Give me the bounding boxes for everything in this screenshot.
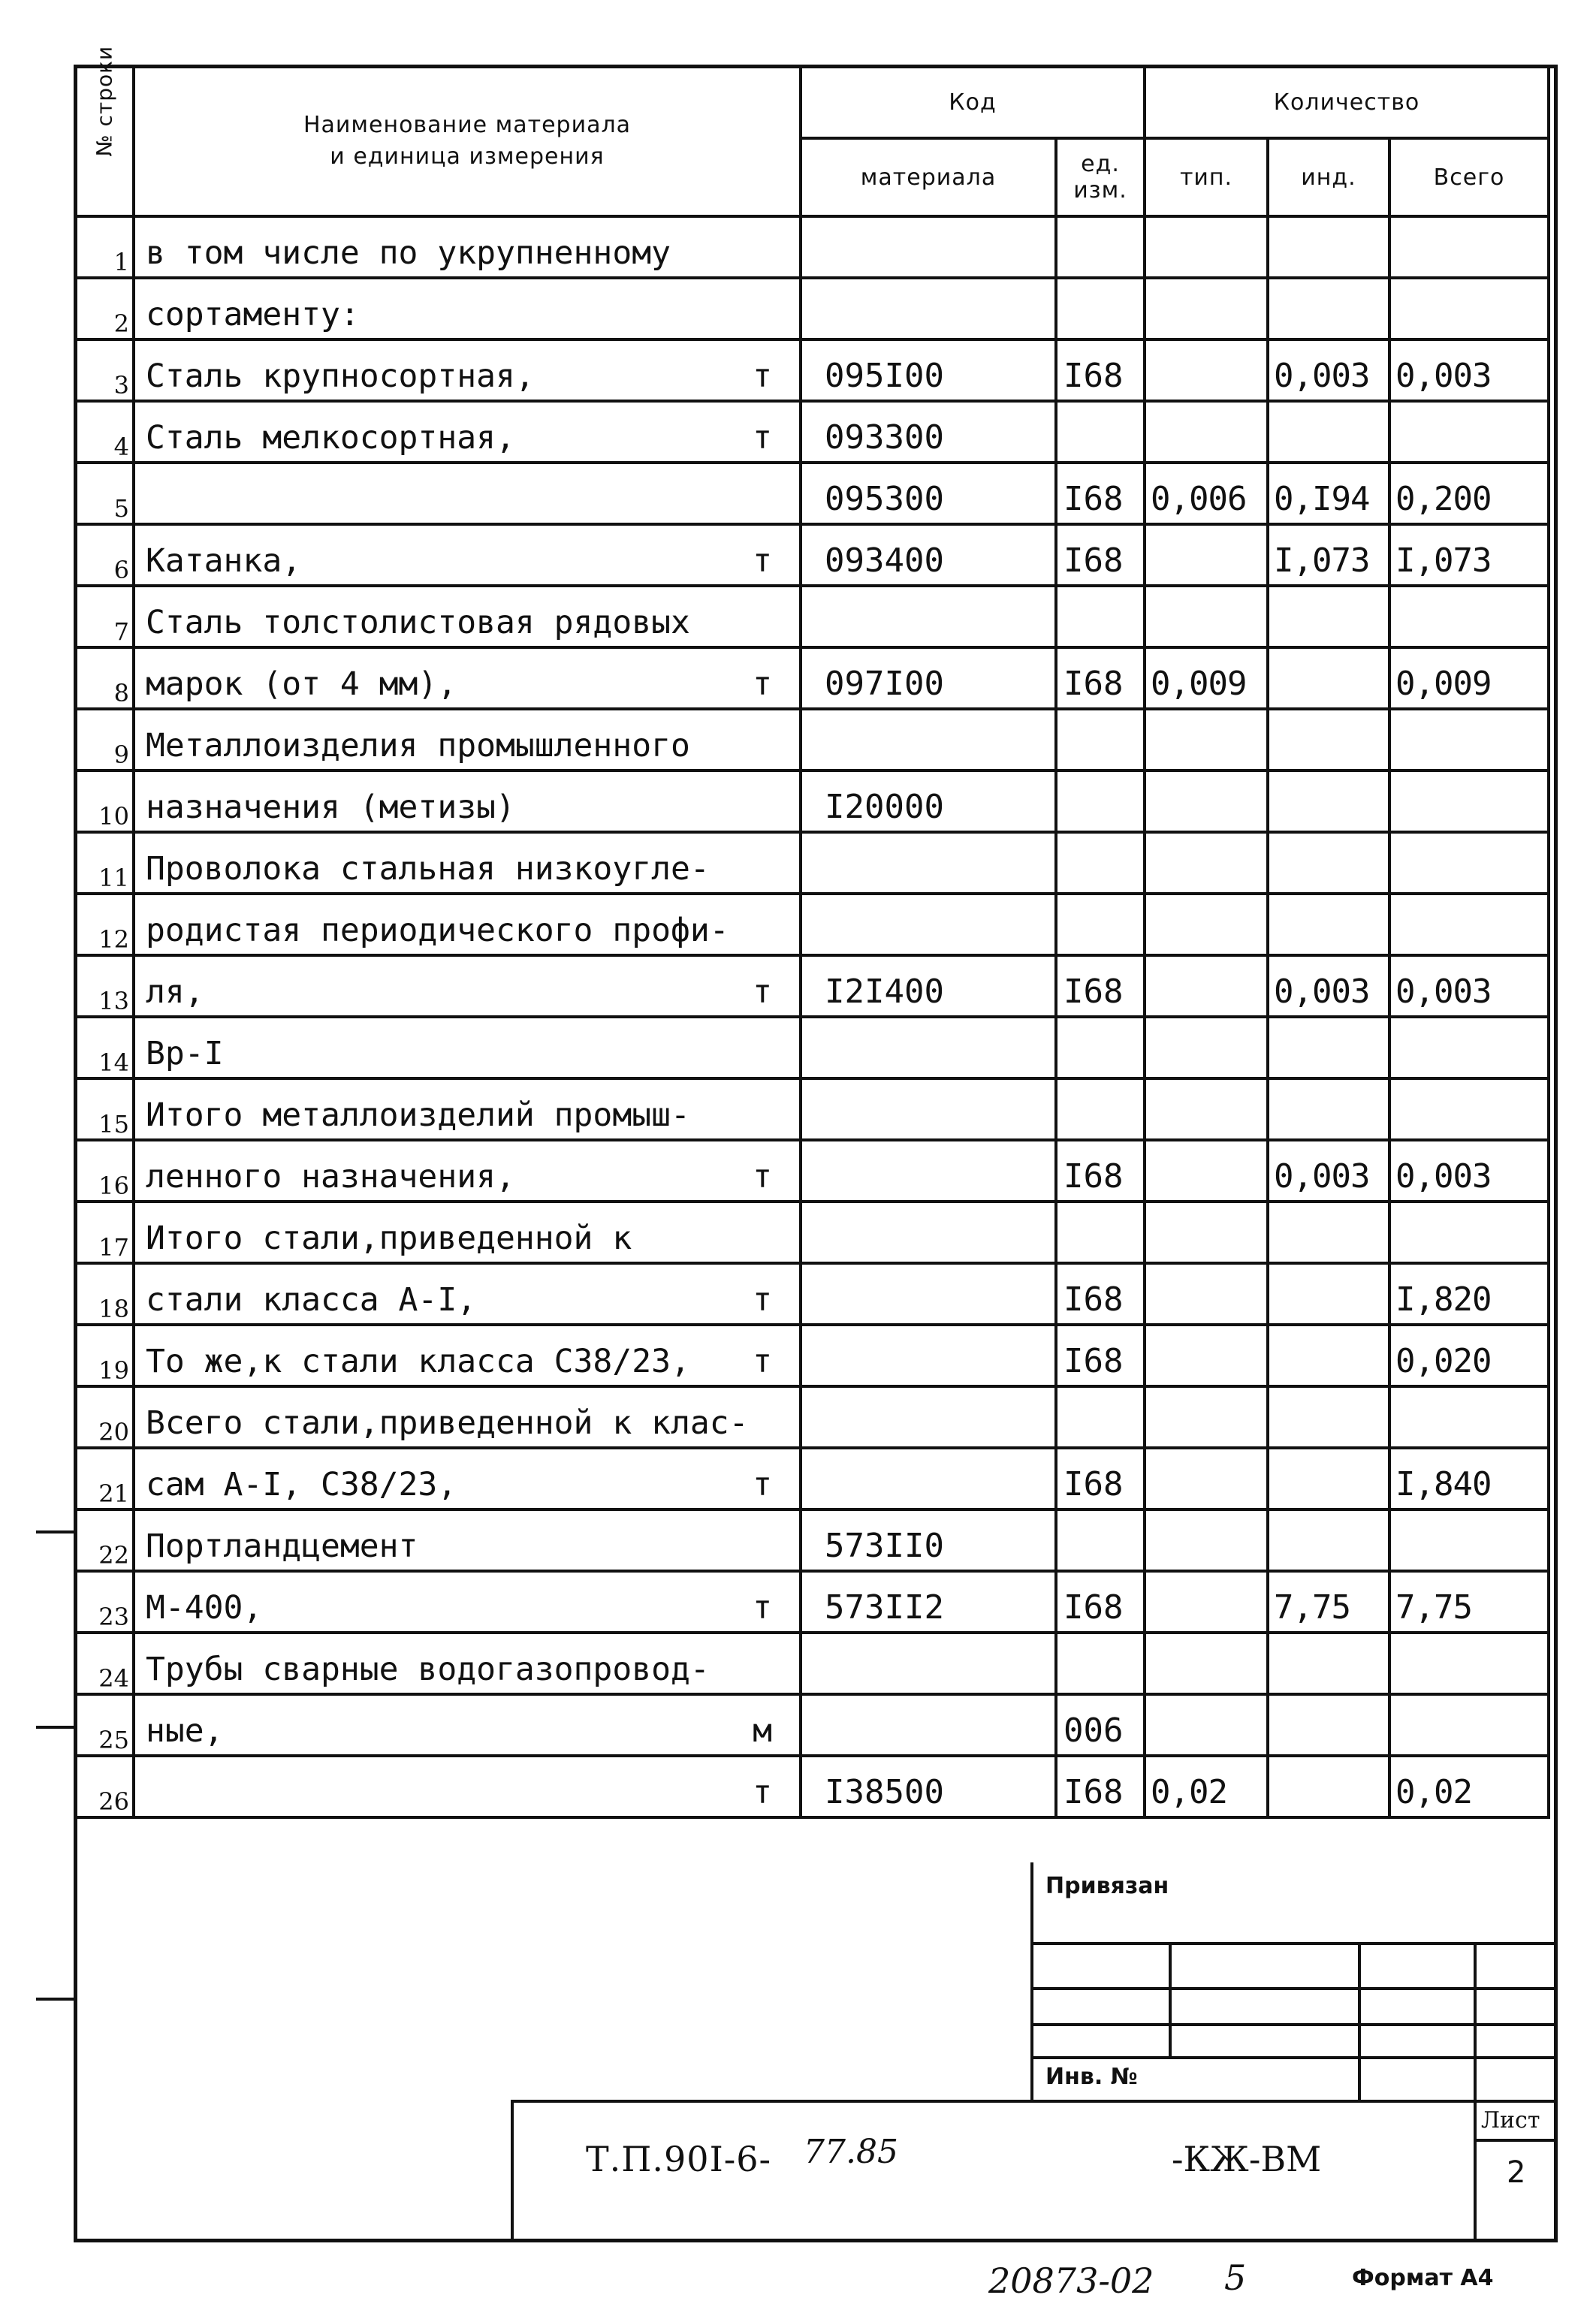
material-name (134, 1017, 801, 1078)
row-number: 2 (75, 278, 134, 339)
material-name-text: Металлоизделия промышленного (146, 727, 690, 764)
material-name-text: Вр-I (146, 1035, 224, 1072)
quantity-ind (1268, 1509, 1389, 1571)
typ-header: тип. (1145, 138, 1268, 216)
quantity-typ (1145, 1202, 1268, 1263)
unit-code: I68 (1056, 1448, 1145, 1509)
materials-table (74, 45, 1550, 1819)
unit-code (1056, 709, 1145, 771)
material-name (134, 1448, 801, 1509)
table-row (75, 1571, 1549, 1633)
material-name-text: М-400, (146, 1589, 263, 1627)
material-name-text: сам А-I, С38/23, (146, 1466, 457, 1503)
material-name (134, 278, 801, 339)
material-name-text: назначения (метизы) (146, 789, 515, 826)
material-unit: т (753, 1774, 772, 1811)
archive-number: 20873-02 (988, 2260, 1154, 2301)
material-name-text: Сталь крупносортная, (146, 357, 535, 395)
row-number: 14 (75, 1017, 134, 1078)
material-name-text: в том числе по укрупненному (146, 234, 671, 272)
row-number: 10 (75, 771, 134, 832)
material-name-text: Проволока стальная низкоугле- (146, 850, 710, 888)
unit-code: I68 (1056, 1325, 1145, 1386)
quantity-total: 0,003 (1389, 955, 1549, 1017)
margin-tick (36, 1530, 77, 1533)
sheet-label: Лист (1481, 2107, 1540, 2134)
table-row (75, 894, 1549, 955)
table-row (75, 955, 1549, 1017)
quantity-typ (1145, 894, 1268, 955)
material-name (134, 1509, 801, 1571)
material-name (134, 1140, 801, 1202)
material-name-text: Сталь мелкосортная, (146, 419, 515, 457)
material-code (801, 586, 1056, 647)
row-number: 12 (75, 894, 134, 955)
material-name (134, 339, 801, 401)
material-unit: т (753, 419, 772, 457)
row-number: 26 (75, 1756, 134, 1817)
row-number: 18 (75, 1263, 134, 1325)
quantity-ind: 0,003 (1268, 1140, 1389, 1202)
material-name (134, 894, 801, 955)
material-name-text: ленного назначения, (146, 1158, 515, 1196)
table-row (75, 1633, 1549, 1694)
table-row (75, 709, 1549, 771)
quantity-header: Количество (1145, 66, 1549, 138)
row-number: 17 (75, 1202, 134, 1263)
table-row (75, 216, 1549, 278)
quantity-total (1389, 401, 1549, 463)
material-name-text: Сталь толстолистовая рядовых (146, 604, 690, 641)
material-code: I2I400 (801, 955, 1056, 1017)
unit-code (1056, 216, 1145, 278)
quantity-typ: 0,006 (1145, 463, 1268, 524)
row-number-header: № строки (75, 66, 134, 216)
quantity-total (1389, 832, 1549, 894)
row-number: 9 (75, 709, 134, 771)
quantity-total: 0,02 (1389, 1756, 1549, 1817)
quantity-total: 0,020 (1389, 1325, 1549, 1386)
unit-code (1056, 1017, 1145, 1078)
quantity-typ (1145, 401, 1268, 463)
quantity-ind: 0,003 (1268, 339, 1389, 401)
material-name (134, 955, 801, 1017)
material-name-text: марок (от 4 мм), (146, 665, 457, 703)
quantity-typ (1145, 1633, 1268, 1694)
row-number: 3 (75, 339, 134, 401)
quantity-total (1389, 1078, 1549, 1140)
table-row (75, 771, 1549, 832)
material-code: 095I00 (801, 339, 1056, 401)
row-number: 1 (75, 216, 134, 278)
unit-code: I68 (1056, 1140, 1145, 1202)
material-unit: т (753, 973, 772, 1011)
material-unit: т (753, 1343, 772, 1380)
material-name (134, 771, 801, 832)
material-unit: т (753, 542, 772, 580)
row-number: 20 (75, 1386, 134, 1448)
material-name (134, 216, 801, 278)
quantity-ind (1268, 1448, 1389, 1509)
quantity-ind (1268, 1633, 1389, 1694)
quantity-ind (1268, 1386, 1389, 1448)
material-unit: т (753, 1589, 772, 1627)
material-code: 095300 (801, 463, 1056, 524)
table-row (75, 1386, 1549, 1448)
unit-code: I68 (1056, 1571, 1145, 1633)
quantity-ind (1268, 771, 1389, 832)
quantity-ind: I,073 (1268, 524, 1389, 586)
margin-tick (36, 1998, 77, 2001)
material-code (801, 1386, 1056, 1448)
quantity-typ (1145, 1078, 1268, 1140)
material-name-text: Итого стали,приведенной к (146, 1220, 632, 1257)
quantity-total (1389, 1017, 1549, 1078)
quantity-typ (1145, 339, 1268, 401)
table-row (75, 278, 1549, 339)
quantity-ind: 0,I94 (1268, 463, 1389, 524)
unit-code (1056, 1509, 1145, 1571)
row-number: 7 (75, 586, 134, 647)
table-row (75, 1509, 1549, 1571)
quantity-total (1389, 1694, 1549, 1756)
quantity-total: 0,009 (1389, 647, 1549, 709)
quantity-ind (1268, 1078, 1389, 1140)
quantity-typ (1145, 832, 1268, 894)
quantity-typ (1145, 1263, 1268, 1325)
material-code: 573II2 (801, 1571, 1056, 1633)
material-name-text: ля, (146, 973, 204, 1011)
unit-code (1056, 1386, 1145, 1448)
table-row (75, 1202, 1549, 1263)
quantity-typ (1145, 1694, 1268, 1756)
unit-code: I68 (1056, 647, 1145, 709)
quantity-typ (1145, 586, 1268, 647)
quantity-typ (1145, 771, 1268, 832)
material-code (801, 1140, 1056, 1202)
quantity-total (1389, 1509, 1549, 1571)
stamp-privyazan: Привязан (1030, 1862, 1558, 1945)
table-row (75, 1078, 1549, 1140)
material-name-text: Портландцемент (146, 1527, 418, 1565)
quantity-typ (1145, 1448, 1268, 1509)
material-code (801, 1694, 1056, 1756)
material-unit: т (753, 357, 772, 395)
quantity-typ (1145, 1509, 1268, 1571)
unit-code: I68 (1056, 524, 1145, 586)
table-row (75, 401, 1549, 463)
row-number: 21 (75, 1448, 134, 1509)
document-suffix: -КЖ-ВМ (1172, 2139, 1322, 2179)
material-name (134, 1756, 801, 1817)
material-name (134, 524, 801, 586)
unit-code (1056, 832, 1145, 894)
material-code (801, 216, 1056, 278)
document-code: Т.П.90I-6- (586, 2139, 772, 2179)
unit-code: I68 (1056, 339, 1145, 401)
quantity-ind (1268, 1202, 1389, 1263)
material-name (134, 401, 801, 463)
unit-code: 006 (1056, 1694, 1145, 1756)
unit-code (1056, 1202, 1145, 1263)
material-code (801, 1202, 1056, 1263)
total-header: Всего (1389, 138, 1549, 216)
table-row (75, 832, 1549, 894)
quantity-ind (1268, 1325, 1389, 1386)
table-row (75, 647, 1549, 709)
material-name (134, 1571, 801, 1633)
row-number: 15 (75, 1078, 134, 1140)
sheet-number: 2 (1507, 2155, 1526, 2190)
quantity-total (1389, 894, 1549, 955)
row-number: 4 (75, 401, 134, 463)
material-name (134, 1202, 801, 1263)
quantity-typ (1145, 524, 1268, 586)
material-unit: т (753, 1466, 772, 1503)
table-row (75, 339, 1549, 401)
quantity-ind (1268, 401, 1389, 463)
quantity-total (1389, 709, 1549, 771)
material-code (801, 278, 1056, 339)
table-row (75, 1694, 1549, 1756)
quantity-ind: 7,75 (1268, 1571, 1389, 1633)
quantity-total: I,840 (1389, 1448, 1549, 1509)
material-code: I20000 (801, 771, 1056, 832)
name-header: Наименование материала и единица измерения (134, 66, 801, 216)
quantity-total: I,820 (1389, 1263, 1549, 1325)
material-name (134, 709, 801, 771)
table-row (75, 586, 1549, 647)
inventory-number-label: Инв. № (1045, 2064, 1138, 2090)
material-code (801, 1017, 1056, 1078)
quantity-typ (1145, 1386, 1268, 1448)
material-code (801, 894, 1056, 955)
material-unit: т (753, 1281, 772, 1319)
unit-code (1056, 1633, 1145, 1694)
material-code (801, 1448, 1056, 1509)
quantity-total (1389, 278, 1549, 339)
material-code (801, 1325, 1056, 1386)
quantity-total: 0,003 (1389, 339, 1549, 401)
quantity-ind (1268, 216, 1389, 278)
material-code (801, 709, 1056, 771)
material-name (134, 647, 801, 709)
quantity-typ (1145, 1017, 1268, 1078)
quantity-total (1389, 216, 1549, 278)
unit-code (1056, 278, 1145, 339)
quantity-ind (1268, 1263, 1389, 1325)
unit-code: I68 (1056, 955, 1145, 1017)
quantity-total: 0,003 (1389, 1140, 1549, 1202)
table-row (75, 1448, 1549, 1509)
quantity-ind (1268, 894, 1389, 955)
quantity-typ (1145, 1140, 1268, 1202)
material-code: 573II0 (801, 1509, 1056, 1571)
row-number: 16 (75, 1140, 134, 1202)
unit-code (1056, 771, 1145, 832)
quantity-total: 0,200 (1389, 463, 1549, 524)
archive-sheet-mark: 5 (1224, 2257, 1247, 2298)
quantity-ind (1268, 647, 1389, 709)
table-row (75, 1263, 1549, 1325)
quantity-total (1389, 1633, 1549, 1694)
material-name (134, 1263, 801, 1325)
material-name-text: Всего стали,приведенной к клас- (146, 1404, 749, 1442)
row-number: 19 (75, 1325, 134, 1386)
row-number: 23 (75, 1571, 134, 1633)
quantity-total (1389, 586, 1549, 647)
material-name-text: Трубы сварные водогазопровод- (146, 1651, 710, 1688)
material-name-text: Катанка, (146, 542, 302, 580)
quantity-total (1389, 1386, 1549, 1448)
material-name-text: Итого металлоизделий промыш- (146, 1096, 690, 1134)
material-name (134, 1078, 801, 1140)
material-name-text: родистая периодического профи- (146, 912, 729, 949)
paper-format: Формат А4 (1352, 2265, 1494, 2291)
material-name (134, 1386, 801, 1448)
margin-tick (36, 1726, 77, 1729)
material-code-header: материала (801, 138, 1056, 216)
quantity-ind (1268, 709, 1389, 771)
unit-code (1056, 586, 1145, 647)
quantity-ind (1268, 586, 1389, 647)
quantity-ind (1268, 832, 1389, 894)
quantity-total: I,073 (1389, 524, 1549, 586)
unit-code: I68 (1056, 1263, 1145, 1325)
material-unit: т (753, 1158, 772, 1196)
code-header: Код (801, 66, 1145, 138)
material-code (801, 832, 1056, 894)
row-number: 5 (75, 463, 134, 524)
quantity-typ (1145, 216, 1268, 278)
material-name (134, 832, 801, 894)
row-number: 8 (75, 647, 134, 709)
quantity-total (1389, 771, 1549, 832)
table-row (75, 1017, 1549, 1078)
quantity-typ (1145, 955, 1268, 1017)
quantity-typ (1145, 1571, 1268, 1633)
material-name-text: стали класса А-I, (146, 1281, 477, 1319)
unit-code: I68 (1056, 1756, 1145, 1817)
unit-code: I68 (1056, 463, 1145, 524)
quantity-typ (1145, 1325, 1268, 1386)
material-code (801, 1263, 1056, 1325)
table-row (75, 1756, 1549, 1817)
quantity-ind (1268, 278, 1389, 339)
quantity-total: 7,75 (1389, 1571, 1549, 1633)
quantity-typ (1145, 709, 1268, 771)
row-number: 24 (75, 1633, 134, 1694)
ind-header: инд. (1268, 138, 1389, 216)
table-row (75, 1325, 1549, 1386)
material-code (801, 1633, 1056, 1694)
material-name-text: сортаменту: (146, 296, 360, 333)
material-code: 093300 (801, 401, 1056, 463)
material-name (134, 1325, 801, 1386)
material-name (134, 1633, 801, 1694)
row-number: 13 (75, 955, 134, 1017)
material-code (801, 1078, 1056, 1140)
material-name-text: То же,к стали класса С38/23, (146, 1343, 690, 1380)
material-code: I38500 (801, 1756, 1056, 1817)
unit-code-header: ед. изм. (1056, 138, 1145, 216)
quantity-typ (1145, 278, 1268, 339)
material-name (134, 463, 801, 524)
material-code: 093400 (801, 524, 1056, 586)
row-number: 25 (75, 1694, 134, 1756)
material-unit: м (753, 1712, 772, 1750)
document-code-handwritten: 77.85 (804, 2133, 898, 2171)
quantity-ind: 0,003 (1268, 955, 1389, 1017)
unit-code (1056, 1078, 1145, 1140)
unit-code (1056, 894, 1145, 955)
quantity-total (1389, 1202, 1549, 1263)
quantity-typ: 0,009 (1145, 647, 1268, 709)
row-number: 22 (75, 1509, 134, 1571)
table-row (75, 1140, 1549, 1202)
material-name (134, 1694, 801, 1756)
table-row (75, 463, 1549, 524)
material-name (134, 586, 801, 647)
row-number: 6 (75, 524, 134, 586)
table-body (75, 216, 1549, 1817)
material-code: 097I00 (801, 647, 1056, 709)
quantity-ind (1268, 1017, 1389, 1078)
table-row (75, 524, 1549, 586)
unit-code (1056, 401, 1145, 463)
quantity-ind (1268, 1694, 1389, 1756)
material-unit: т (753, 665, 772, 703)
quantity-ind (1268, 1756, 1389, 1817)
quantity-typ: 0,02 (1145, 1756, 1268, 1817)
material-name-text: ные, (146, 1712, 224, 1750)
row-number: 11 (75, 832, 134, 894)
